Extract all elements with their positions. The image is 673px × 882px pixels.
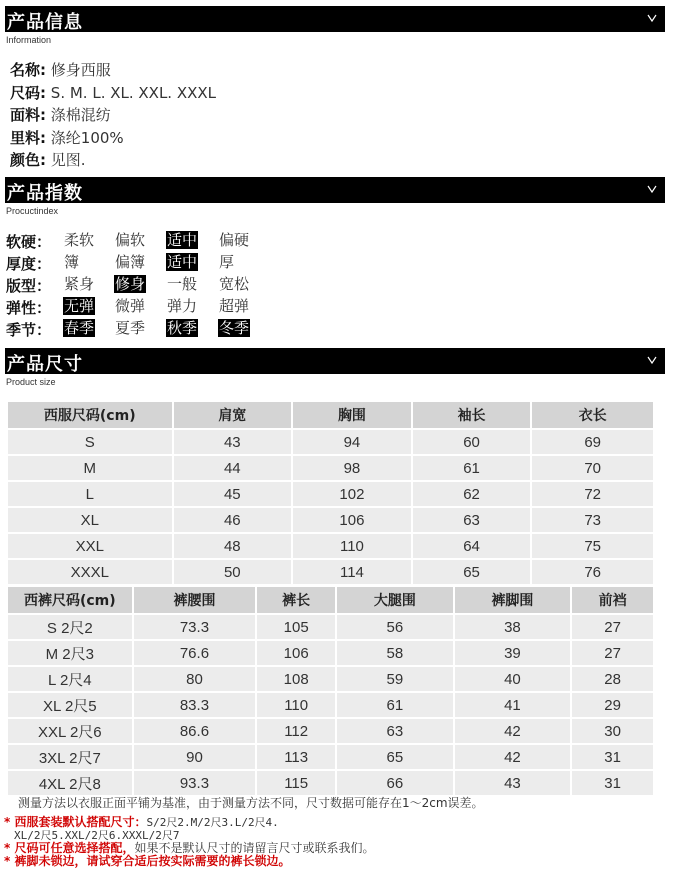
table-cell: 30 xyxy=(571,718,654,744)
section-title-size: 产品尺寸 xyxy=(7,354,83,375)
table-cell: 44 xyxy=(173,455,293,481)
index-key: 季节： xyxy=(6,321,52,339)
table-cell: 102 xyxy=(292,481,412,507)
table-cell: 83.3 xyxy=(133,692,257,718)
section-bar-info[interactable] xyxy=(5,6,665,32)
table-cell: XXXL xyxy=(7,559,173,585)
table-cell: 46 xyxy=(173,507,293,533)
index-key: 弹性： xyxy=(6,299,52,317)
note-text: 如果不是默认尺寸的请留言尺寸或联系我们。 xyxy=(134,841,375,855)
info-key: 名称 xyxy=(10,61,41,79)
table-cell: 3XL 2尺7 xyxy=(7,744,133,770)
index-option: 秋季 xyxy=(167,319,198,337)
section-subtitle-index: Procuctindex xyxy=(6,206,59,216)
table-header-cell: 胸围 xyxy=(292,401,412,429)
index-option: 偏硬 xyxy=(219,231,250,249)
table-row xyxy=(7,533,654,559)
index-key: 版型： xyxy=(6,277,52,295)
table-row xyxy=(7,559,654,585)
note-highlight: * 尺码可任意选择搭配， xyxy=(4,841,135,855)
table-cell: 113 xyxy=(256,744,336,770)
table-cell: 112 xyxy=(256,718,336,744)
default-match-note xyxy=(4,816,484,829)
table-row xyxy=(7,640,654,666)
table-cell: 110 xyxy=(292,533,412,559)
table-header-cell: 前裆 xyxy=(571,586,654,614)
table-cell: 65 xyxy=(336,744,454,770)
table-cell: S 2尺2 xyxy=(7,614,133,640)
table-cell: 63 xyxy=(336,718,454,744)
table-cell: 39 xyxy=(454,640,572,666)
table-row xyxy=(7,481,654,507)
info-row-name: 名称: 修身西服 xyxy=(10,61,111,79)
index-option: 偏簿 xyxy=(115,253,146,271)
size-notes xyxy=(4,797,484,868)
table-cell: 50 xyxy=(173,559,293,585)
index-option: 弹力 xyxy=(167,297,198,315)
table-cell: 38 xyxy=(454,614,572,640)
table-cell: 29 xyxy=(571,692,654,718)
table-cell: 108 xyxy=(256,666,336,692)
table-cell: 61 xyxy=(412,455,532,481)
table-cell: 66 xyxy=(336,770,454,796)
table-header-cell: 裤长 xyxy=(256,586,336,614)
table-cell: 73 xyxy=(531,507,654,533)
index-option: 紧身 xyxy=(64,275,95,293)
info-key: 尺码 xyxy=(10,83,41,102)
index-key: 软硬： xyxy=(6,233,52,251)
note-text: XL/2尺5.XXL/2尺6.XXXL/2尺7 xyxy=(14,829,180,842)
table-cell: L xyxy=(7,481,173,507)
section-bar-size[interactable] xyxy=(5,348,665,374)
table-row xyxy=(7,455,654,481)
section-bar-index[interactable] xyxy=(5,177,665,203)
table-header-cell: 裤脚围 xyxy=(454,586,572,614)
product-info-list xyxy=(10,59,216,172)
info-value: S. M. L. XL. XXL. XXXL xyxy=(50,83,217,102)
table-cell: 31 xyxy=(571,770,654,796)
table-cell: 93.3 xyxy=(133,770,257,796)
table-header-cell: 西服尺码(cm) xyxy=(7,401,173,429)
table-header-cell: 肩宽 xyxy=(173,401,293,429)
table-cell: 76.6 xyxy=(133,640,257,666)
table-cell: 114 xyxy=(292,559,412,585)
table-cell: 65 xyxy=(412,559,532,585)
table-header-cell: 衣长 xyxy=(531,401,654,429)
info-key: 里料 xyxy=(10,128,41,147)
table-row xyxy=(7,666,654,692)
table-cell: 73.3 xyxy=(133,614,257,640)
table-cell: 31 xyxy=(571,744,654,770)
table-cell: 42 xyxy=(454,744,572,770)
index-option: 适中 xyxy=(167,253,198,271)
pants-size-table xyxy=(6,585,655,797)
info-value: 修身西服 xyxy=(50,61,111,79)
index-option: 超弹 xyxy=(219,297,250,315)
table-cell: 43 xyxy=(454,770,572,796)
info-row-size: 尺码: S. M. L. XL. XXL. XXXL xyxy=(10,83,217,102)
table-cell: 115 xyxy=(256,770,336,796)
table-cell: 41 xyxy=(454,692,572,718)
table-cell: 105 xyxy=(256,614,336,640)
table-cell: 63 xyxy=(412,507,532,533)
table-row xyxy=(7,718,654,744)
index-option: 宽松 xyxy=(219,275,250,293)
index-option: 适中 xyxy=(167,231,198,249)
hem-note: * 裤脚未锁边，请试穿合适后按实际需要的裤长锁边。 xyxy=(4,854,291,868)
table-cell: 48 xyxy=(173,533,293,559)
info-value: 涤纶100% xyxy=(50,128,124,147)
section-subtitle-size: Product size xyxy=(6,377,56,387)
table-cell: XXL xyxy=(7,533,173,559)
section-subtitle-info: Information xyxy=(6,35,52,45)
table-cell: 56 xyxy=(336,614,454,640)
index-option: 偏软 xyxy=(115,231,146,249)
index-key: 厚度： xyxy=(6,255,52,273)
table-cell: 70 xyxy=(531,455,654,481)
table-cell: 98 xyxy=(292,455,412,481)
index-option: 冬季 xyxy=(219,319,250,337)
table-header-cell: 大腿围 xyxy=(336,586,454,614)
table-cell: 4XL 2尺8 xyxy=(7,770,133,796)
table-cell: 86.6 xyxy=(133,718,257,744)
info-value: 见图. xyxy=(50,151,86,169)
index-option: 柔软 xyxy=(64,231,95,249)
table-row xyxy=(7,429,654,455)
table-cell: S xyxy=(7,429,173,455)
table-cell: 62 xyxy=(412,481,532,507)
table-cell: 28 xyxy=(571,666,654,692)
table-cell: 110 xyxy=(256,692,336,718)
info-row-fabric: 面料: 涤棉混纺 xyxy=(10,106,111,124)
table-row xyxy=(7,744,654,770)
table-header-row xyxy=(7,586,654,614)
table-cell: 27 xyxy=(571,614,654,640)
index-option: 春季 xyxy=(64,319,95,337)
table-header-cell: 裤腰围 xyxy=(133,586,257,614)
table-cell: XXL 2尺6 xyxy=(7,718,133,744)
index-option: 微弹 xyxy=(115,297,146,315)
table-cell: XL xyxy=(7,507,173,533)
info-key: 面料 xyxy=(10,106,41,124)
chevron-down-icon[interactable] xyxy=(647,13,657,23)
table-cell: 106 xyxy=(256,640,336,666)
info-value: 涤棉混纺 xyxy=(50,106,111,124)
chevron-down-icon[interactable] xyxy=(647,355,657,365)
table-cell: M 2尺3 xyxy=(7,640,133,666)
info-row-lining: 里料: 涤纶100% xyxy=(10,128,124,147)
index-option: 一般 xyxy=(167,275,198,293)
table-cell: 27 xyxy=(571,640,654,666)
suit-size-table xyxy=(6,400,655,586)
table-row xyxy=(7,507,654,533)
table-cell: 94 xyxy=(292,429,412,455)
table-header-cell: 西裤尺码(cm) xyxy=(7,586,133,614)
index-option: 厚 xyxy=(219,253,235,271)
table-cell: 40 xyxy=(454,666,572,692)
table-cell: 90 xyxy=(133,744,257,770)
index-option: 无弹 xyxy=(64,297,95,315)
table-cell: 69 xyxy=(531,429,654,455)
table-cell: 43 xyxy=(173,429,293,455)
table-cell: 59 xyxy=(336,666,454,692)
table-cell: M xyxy=(7,455,173,481)
table-cell: 64 xyxy=(412,533,532,559)
index-option: 簿 xyxy=(64,253,80,271)
chevron-down-icon[interactable] xyxy=(647,184,657,194)
index-option: 夏季 xyxy=(115,319,146,337)
table-cell: 106 xyxy=(292,507,412,533)
table-row xyxy=(7,692,654,718)
table-cell: 80 xyxy=(133,666,257,692)
section-title-index: 产品指数 xyxy=(7,183,83,204)
table-cell: 45 xyxy=(173,481,293,507)
note-text: S/2尺2.M/2尺3.L/2尺4. xyxy=(146,816,279,829)
index-option: 修身 xyxy=(115,275,146,293)
table-cell: 58 xyxy=(336,640,454,666)
table-row xyxy=(7,770,654,796)
info-key: 颜色 xyxy=(10,151,41,169)
table-header-cell: 袖长 xyxy=(412,401,532,429)
measure-note: 测量方法以衣服正面平铺为基准，由于测量方法不同，尺寸数据可能存在1～2cm误差。 xyxy=(18,796,484,810)
table-cell: XL 2尺5 xyxy=(7,692,133,718)
table-cell: 60 xyxy=(412,429,532,455)
table-cell: L 2尺4 xyxy=(7,666,133,692)
section-title-info: 产品信息 xyxy=(7,12,83,33)
info-row-color: 颜色: 见图. xyxy=(10,151,86,169)
table-cell: 42 xyxy=(454,718,572,744)
table-row xyxy=(7,614,654,640)
table-cell: 76 xyxy=(531,559,654,585)
table-cell: 72 xyxy=(531,481,654,507)
table-cell: 61 xyxy=(336,692,454,718)
table-header-row xyxy=(7,401,654,429)
table-cell: 75 xyxy=(531,533,654,559)
note-highlight: * 西服套装默认搭配尺寸： xyxy=(4,815,147,829)
